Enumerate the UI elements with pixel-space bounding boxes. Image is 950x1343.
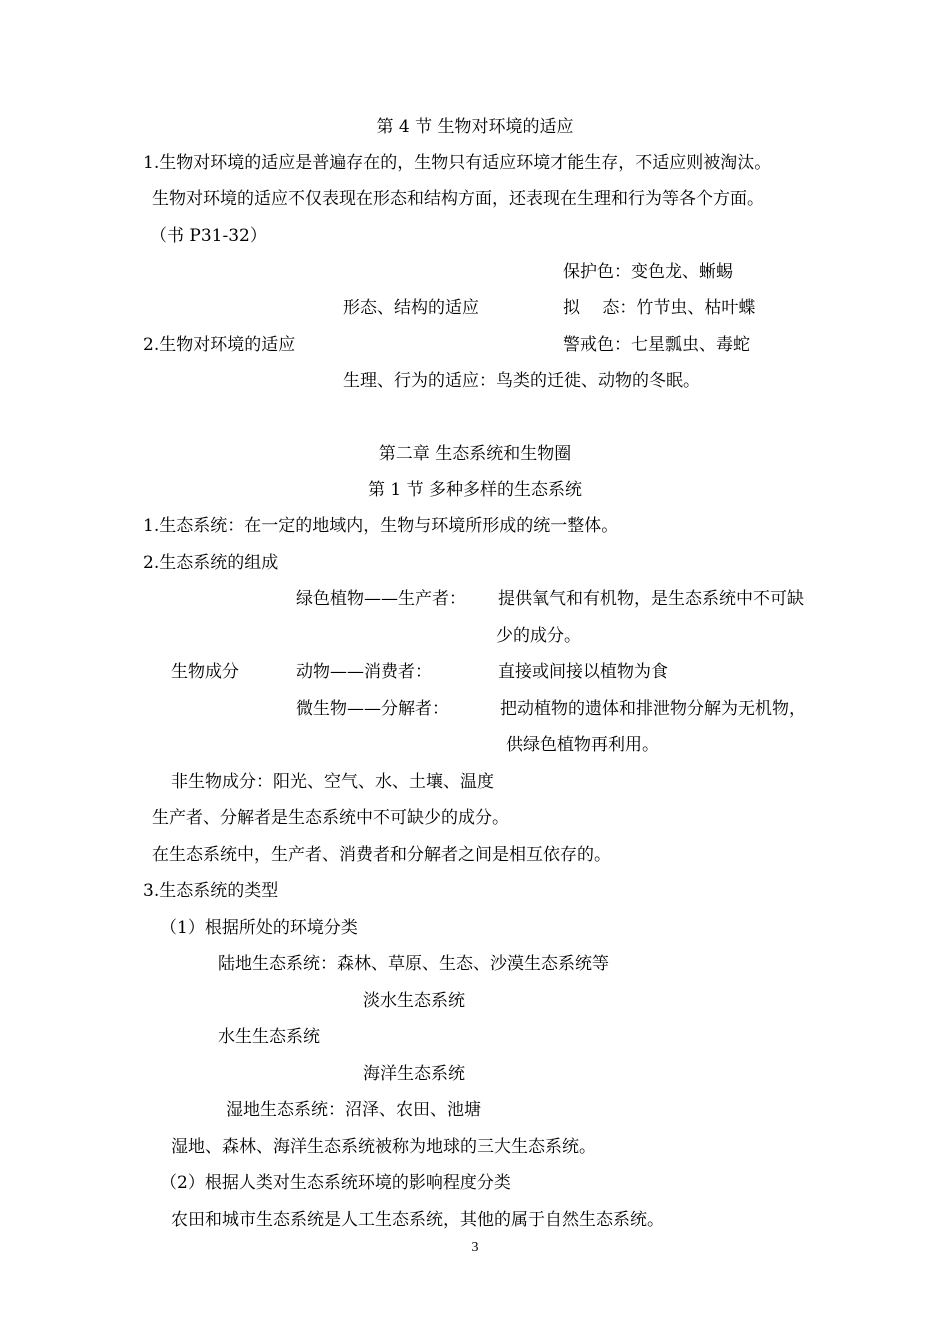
- page-number: 3: [471, 1240, 479, 1255]
- producer-desc-2: 少的成分。: [496, 626, 581, 646]
- aquatic-ecosystem: 水生生态系统: [218, 1027, 320, 1047]
- producer-label: 绿色植物——生产者：: [296, 589, 466, 609]
- section-4-title: 第 4 节 生物对环境的适应: [376, 117, 574, 137]
- adapt-physiology-behavior: 生理、行为的适应：鸟类的迁徙、动物的冬眠。: [343, 371, 700, 391]
- eco-item-2: 2.生态系统的组成: [143, 553, 279, 573]
- item-1-line-1: 1.生物对环境的适应是普遍存在的，生物只有适应环境才能生存，不适应则被淘汰。: [143, 153, 772, 173]
- wetland-ecosystem: 湿地生态系统：沼泽、农田、池塘: [226, 1100, 481, 1120]
- adapt-form-structure: 形态、结构的适应: [343, 298, 479, 318]
- section-1-title: 第 1 节 多种多样的生态系统: [367, 480, 583, 500]
- marine-ecosystem: 海洋生态系统: [363, 1064, 465, 1084]
- three-major-ecosystems: 湿地、森林、海洋生态系统被称为地球的三大生态系统。: [171, 1137, 596, 1157]
- decomposer-desc-1: 把动植物的遗体和排泄物分解为无机物，: [500, 699, 806, 719]
- chapter-2-title: 第二章 生态系统和生物圈: [378, 444, 572, 464]
- item-2-label: 2.生物对环境的适应: [143, 335, 296, 355]
- consumer-desc: 直接或间接以植物为食: [498, 662, 668, 682]
- eco-item-3: 3.生态系统的类型: [143, 881, 279, 901]
- adapt-protective-color: 保护色：变色龙、蜥蜴: [563, 262, 733, 282]
- note-2: 在生态系统中，生产者、消费者和分解者之间是相互依存的。: [152, 845, 611, 865]
- freshwater-ecosystem: 淡水生态系统: [363, 991, 465, 1011]
- adapt-warning-color: 警戒色：七星瓢虫、毒蛇: [563, 335, 750, 355]
- biotic-label: 生物成分: [171, 662, 239, 682]
- item-1-line-2: 生物对环境的适应不仅表现在形态和结构方面，还表现在生理和行为等各个方面。: [152, 189, 764, 209]
- land-ecosystem: 陆地生态系统：森林、草原、生态、沙漠生态系统等: [218, 954, 609, 974]
- producer-desc-1: 提供氧气和有机物，是生态系统中不可缺: [498, 589, 804, 609]
- note-1: 生产者、分解者是生态系统中不可缺少的成分。: [152, 808, 509, 828]
- decomposer-label: 微生物——分解者：: [296, 699, 449, 719]
- eco-item-1: 1.生态系统：在一定的地域内，生物与环境所形成的统一整体。: [143, 516, 619, 536]
- consumer-label: 动物——消费者：: [296, 662, 432, 682]
- classification-2: （2）根据人类对生态系统环境的影响程度分类: [160, 1173, 511, 1193]
- abiotic-components: 非生物成分：阳光、空气、水、土壤、温度: [171, 772, 494, 792]
- classification-1: （1）根据所处的环境分类: [160, 918, 358, 938]
- adapt-mimicry: 拟 态：竹节虫、枯叶蝶: [563, 298, 756, 318]
- item-1-reference: （书 P31-32）: [150, 226, 267, 246]
- decomposer-desc-2: 供绿色植物再利用。: [506, 735, 659, 755]
- artificial-ecosystems: 农田和城市生态系统是人工生态系统，其他的属于自然生态系统。: [171, 1210, 664, 1230]
